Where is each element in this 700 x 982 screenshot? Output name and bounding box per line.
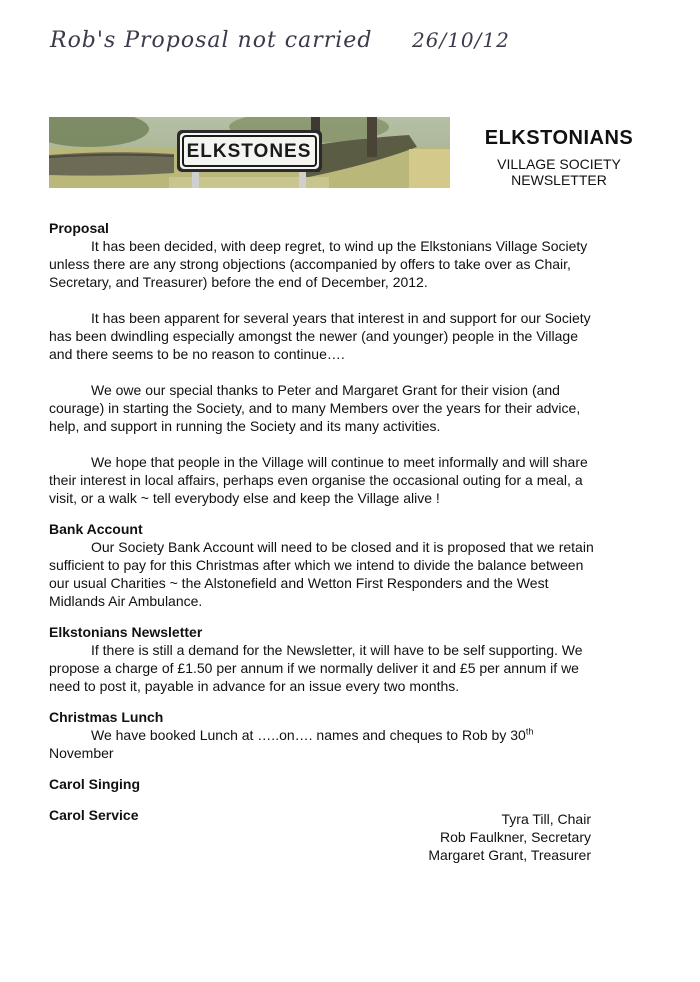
bank-account-heading: Bank Account xyxy=(49,521,143,537)
carol-service-heading: Carol Service xyxy=(49,807,139,823)
lunch-text: We have booked Lunch at …..on…. names and cheques to Rob by 30 xyxy=(91,727,526,743)
christmas-lunch-paragraph xyxy=(49,726,594,762)
proposal-paragraph-4: We hope that people in the Village will continue to meet informally and will share their interest in local affairs, perhaps even organise the occasional outing for a meal, a visit, or a walk ~ tell everybody else and keep the Village alive ! xyxy=(49,454,588,506)
lunch-month: November xyxy=(49,745,114,761)
masthead-title: ELKSTONIANS xyxy=(484,127,634,149)
proposal-paragraph-3: We owe our special thanks to Peter and Margaret Grant for their vision (and courage) in starting the Society, and to many Members over the years for their advice, help, and support in running the Society and its many activities. xyxy=(49,382,581,434)
annotation-date: 26/10/12 xyxy=(412,28,510,52)
newsletter-body xyxy=(49,219,594,824)
signoff-treasurer: Margaret Grant, Treasurer xyxy=(428,847,591,863)
signoff-secretary: Rob Faulkner, Secretary xyxy=(440,829,591,845)
newsletter-paragraph: If there is still a demand for the Newsletter, it will have to be self supporting. We propose a charge of £1.50 per annum if we normally deliver it and £5 per annum if we need to post it, payable in advance for an issue every two months. xyxy=(49,642,583,694)
carol-singing-heading: Carol Singing xyxy=(49,776,140,792)
annotation-text: Rob's Proposal not carried xyxy=(50,28,373,53)
sign-text: ELKSTONES xyxy=(186,141,312,162)
village-sign-photo xyxy=(49,117,450,188)
handwritten-annotation xyxy=(50,22,510,62)
proposal-paragraph-1: It has been decided, with deep regret, to wind up the Elkstonians Village Society unless there are any strong objections (accompanied by offers to take over as Chair, Secretary, and Treasurer) before the end of December, 2012. xyxy=(49,238,588,290)
masthead-subtitle-1: VILLAGE SOCIETY xyxy=(497,156,621,172)
proposal-heading: Proposal xyxy=(49,220,109,236)
signoff xyxy=(380,810,591,864)
newsletter-heading: Elkstonians Newsletter xyxy=(49,624,203,640)
christmas-lunch-heading: Christmas Lunch xyxy=(49,709,164,725)
signoff-chair: Tyra Till, Chair xyxy=(501,811,591,827)
bank-account-paragraph: Our Society Bank Account will need to be closed and it is proposed that we retain sufficient to pay for this Christmas after which we intend to divide the balance between our usual Charities ~ the Alstonefield and Wetton First Responders and the West Midlands Air Ambulance. xyxy=(49,539,594,609)
proposal-paragraph-2: It has been apparent for several years that interest in and support for our Society has been dwindling especially amongst the newer (and younger) people in the Village and there seems to be no reason to continue…. xyxy=(49,310,591,362)
masthead-subtitle-2: NEWSLETTER xyxy=(511,172,607,188)
masthead xyxy=(470,127,648,188)
lunch-date-suffix: th xyxy=(525,726,534,737)
